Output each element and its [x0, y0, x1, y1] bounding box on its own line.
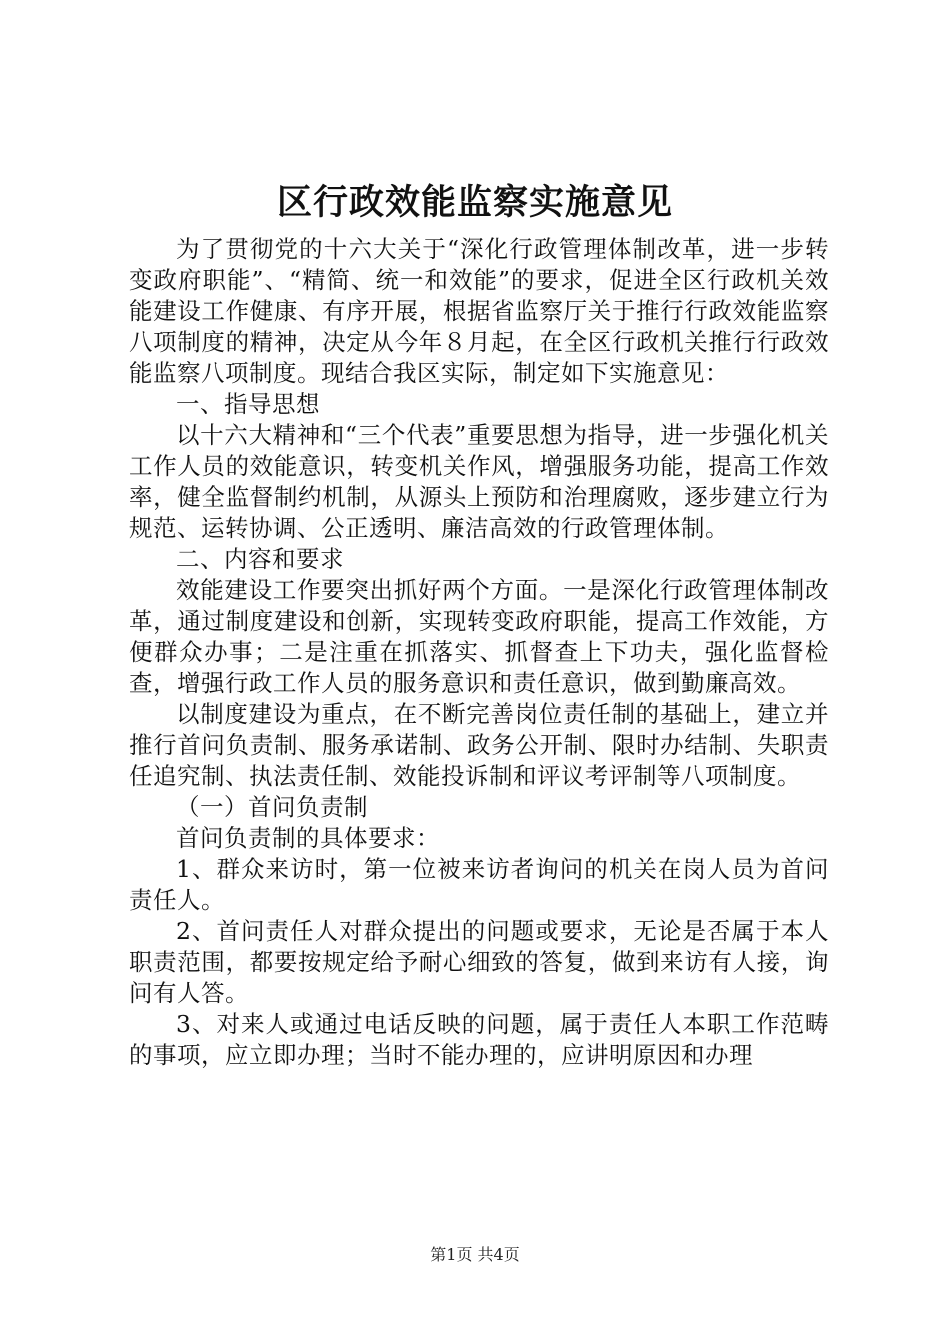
content-requirements-paragraph: 效能建设工作要突出抓好两个方面。一是深化行政管理体制改革，通过制度建设和创新，实现转变政府职能，提高工作效能，方便群众办事；二是注重在抓落实、抓督查上下功夫，强化监督检查，增强行政工作人员的服务意识和责任意识，做到勤廉高效。	[129, 576, 829, 697]
section-heading-content-requirements: 二、内容和要求	[176, 545, 344, 573]
requirement-item-2: 2、首问责任人对群众提出的问题或要求，无论是否属于本人职责范围，都要按规定给予耐心细致的答复，做到来访有人接，询问有人答。	[129, 917, 829, 1007]
document-title: 区行政效能监察实施意见	[276, 182, 673, 223]
guiding-thought-paragraph: 以十六大精神和“三个代表”重要思想为指导，进一步强化机关工作人员的效能意识，转变机关作风，增强服务功能，提高工作效率，健全监督制约机制，从源头上预防和治理腐败，逐步建立行为规范、运转协调、公正透明、廉洁高效的行政管理体制。	[129, 421, 829, 542]
requirement-item-3: 3、对来人或通过电话反映的问题，属于责任人本职工作范畴的事项，应立即办理；当时不能办理的，应讲明原因和办理	[129, 1010, 829, 1069]
subsection-heading-first-inquiry: （一）首问负责制	[176, 793, 368, 821]
document-body	[129, 234, 829, 1071]
page-footer: 第1页 共4页	[430, 1245, 520, 1264]
requirement-item-1: 1、群众来访时，第一位被来访者询问的机关在岗人员为首问责任人。	[129, 855, 829, 914]
system-building-paragraph: 以制度建设为重点，在不断完善岗位责任制的基础上，建立并推行首问负责制、服务承诺制、政务公开制、限时办结制、失职责任追究制、执法责任制、效能投诉制和评议考评制等八项制度。	[129, 700, 829, 790]
intro-paragraph: 为了贯彻党的十六大关于“深化行政管理体制改革，进一步转变政府职能”、“精简、统一和效能”的要求，促进全区行政机关效能建设工作健康、有序开展，根据省监察厅关于推行行政效能监察八项制度的精神，决定从今年８月起，在全区行政机关推行行政效能监察八项制度。现结合我区实际，制定如下实施意见：	[129, 235, 829, 387]
section-heading-guiding-thought: 一、指导思想	[176, 390, 320, 418]
first-inquiry-requirements-label: 首问负责制的具体要求：	[176, 824, 440, 852]
